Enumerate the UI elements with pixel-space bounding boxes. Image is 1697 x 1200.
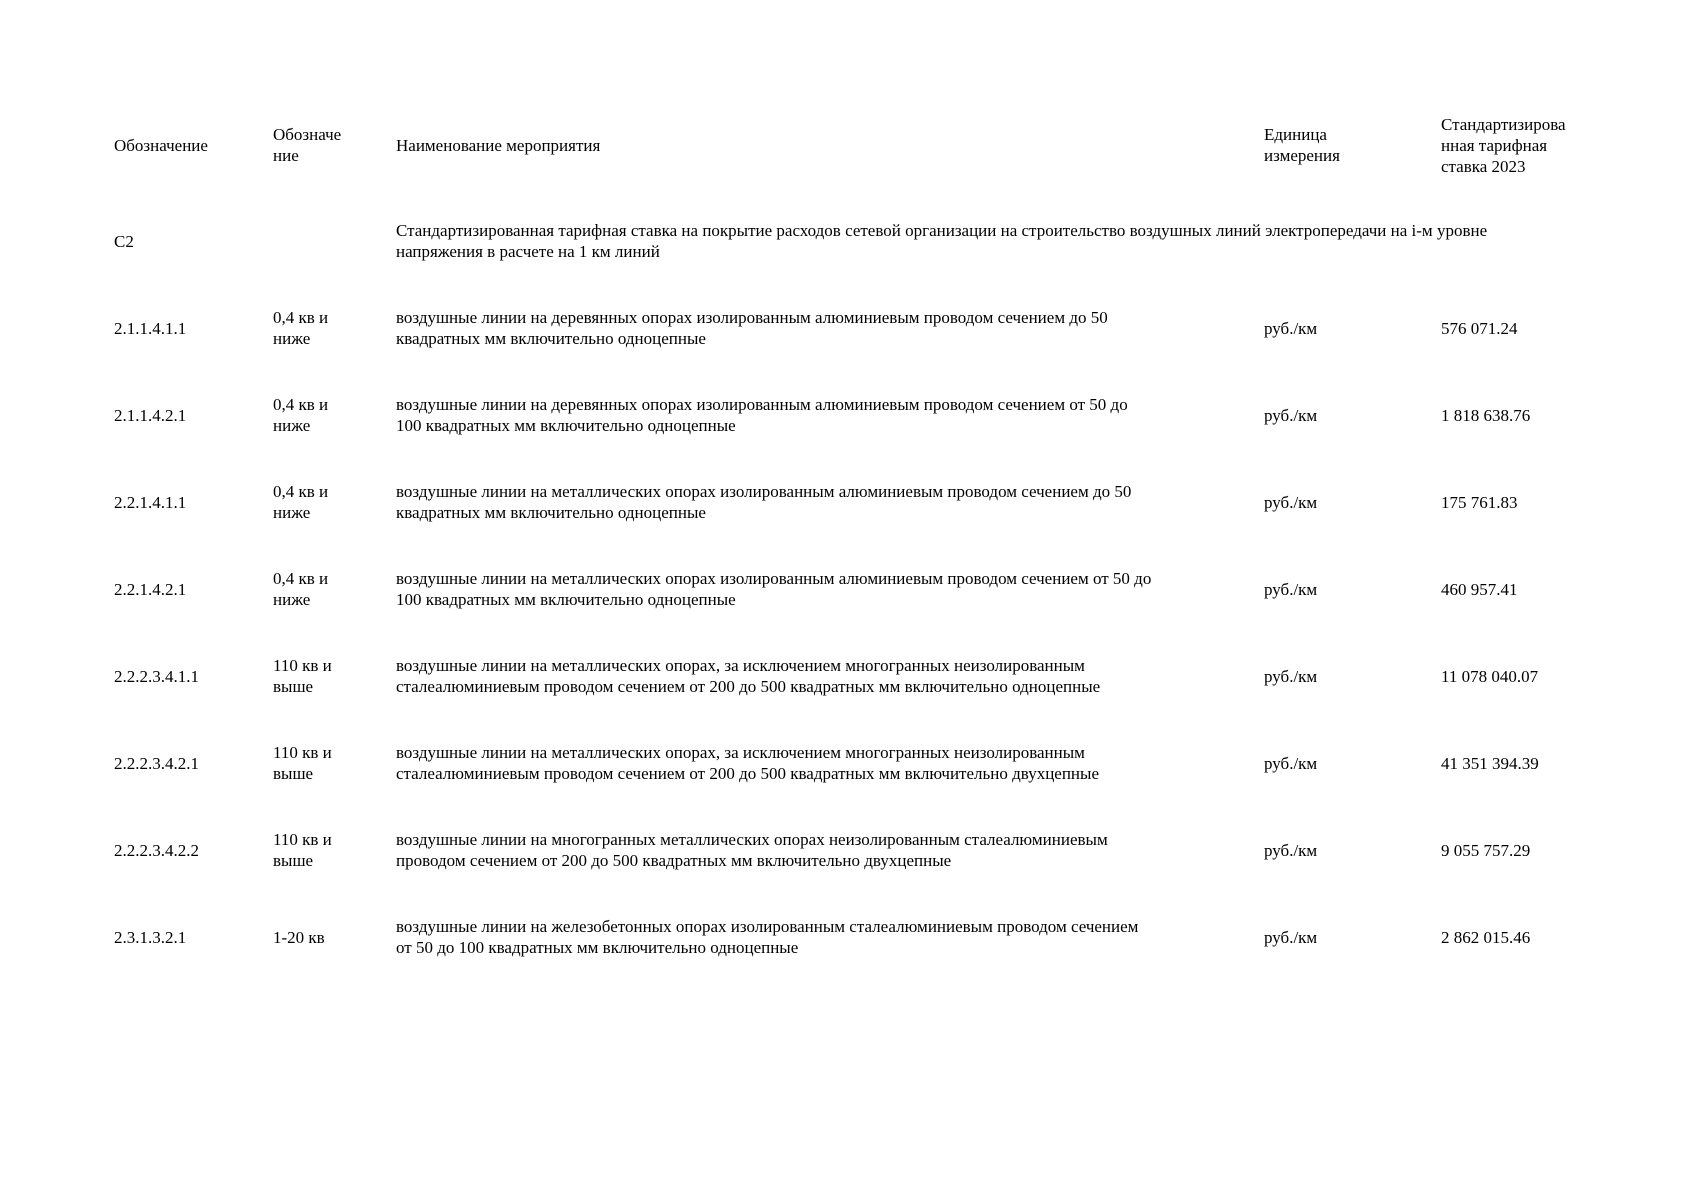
section-row (114, 219, 1584, 263)
header-unit: Единица измерения (1264, 125, 1340, 165)
row-rate: 1 818 638.76 (1441, 405, 1531, 425)
row-unit: руб./км (1264, 318, 1318, 338)
header-rate: Стандартизирова нная тарифная ставка 2023 (1441, 114, 1566, 176)
row-code: 2.1.1.4.1.1 (114, 318, 187, 338)
row-rate: 11 078 040.07 (1441, 666, 1539, 686)
row-voltage: 0,4 кв и ниже (273, 569, 329, 609)
row-voltage: 1-20 кв (273, 927, 325, 947)
row-unit: руб./км (1264, 753, 1318, 773)
table-row (114, 741, 1584, 785)
row-unit: руб./км (1264, 492, 1318, 512)
table-row (114, 306, 1584, 350)
row-voltage: 0,4 кв и ниже (273, 482, 329, 522)
row-unit: руб./км (1264, 927, 1318, 947)
row-rate: 460 957.41 (1441, 579, 1518, 599)
row-code: 2.2.2.3.4.2.2 (114, 840, 199, 860)
row-unit: руб./км (1264, 666, 1318, 686)
table-row (114, 567, 1584, 611)
row-voltage: 110 кв и выше (273, 656, 332, 696)
row-name: воздушные линии на металлических опорах изолированным алюминиевым проводом сечением от 50 до 100 квадратных мм включительно одноцепные (396, 569, 1152, 609)
row-rate: 175 761.83 (1441, 492, 1518, 512)
row-name: воздушные линии на деревянных опорах изолированным алюминиевым проводом сечением до 50 квадратных мм включительно одноцепные (396, 308, 1108, 348)
row-code: 2.1.1.4.2.1 (114, 405, 187, 425)
row-code: 2.2.2.3.4.2.1 (114, 753, 199, 773)
table-row (114, 393, 1584, 437)
row-rate: 576 071.24 (1441, 318, 1518, 338)
table-row (114, 654, 1584, 698)
row-voltage: 0,4 кв и ниже (273, 308, 329, 348)
row-code: 2.2.1.4.1.1 (114, 492, 187, 512)
row-unit: руб./км (1264, 405, 1318, 425)
table-row (114, 828, 1584, 872)
section-title: Стандартизированная тарифная ставка на покрытие расходов сетевой организации на строительство воздушных линий электропередачи на i-м уровне напряжения в расчете на 1 км линий (396, 221, 1488, 261)
row-code: 2.3.1.3.2.1 (114, 927, 187, 947)
section-code: С2 (114, 231, 134, 251)
row-name: воздушные линии на железобетонных опорах изолированным сталеалюминиевым проводом сечением от 50 до 100 квадратных мм включительно одноцепные (396, 917, 1139, 957)
header-event-name: Наименование мероприятия (396, 135, 601, 155)
row-rate: 9 055 757.29 (1441, 840, 1531, 860)
header-designation: Обозначение (114, 135, 208, 155)
row-voltage: 110 кв и выше (273, 830, 332, 870)
table-row (114, 480, 1584, 524)
row-voltage: 110 кв и выше (273, 743, 332, 783)
row-code: 2.2.1.4.2.1 (114, 579, 187, 599)
table-header (114, 112, 1584, 178)
row-voltage: 0,4 кв и ниже (273, 395, 329, 435)
row-name: воздушные линии на многогранных металлических опорах неизолированным сталеалюминиевым проводом сечением от 200 до 500 квадратных мм включительно двухцепные (396, 830, 1108, 870)
row-code: 2.2.2.3.4.1.1 (114, 666, 199, 686)
row-name: воздушные линии на деревянных опорах изолированным алюминиевым проводом сечением от 50 до 100 квадратных мм включительно одноцепные (396, 395, 1128, 435)
row-unit: руб./км (1264, 840, 1318, 860)
row-name: воздушные линии на металлических опорах, за исключением многогранных неизолированным сталеалюминиевым проводом сечением от 200 до 500 квадратных мм включительно двухцепные (396, 743, 1100, 783)
row-name: воздушные линии на металлических опорах, за исключением многогранных неизолированным сталеалюминиевым проводом сечением от 200 до 500 квадратных мм включительно одноцепные (396, 656, 1101, 696)
row-rate: 41 351 394.39 (1441, 753, 1539, 773)
row-rate: 2 862 015.46 (1441, 927, 1531, 947)
table-row (114, 915, 1584, 959)
row-name: воздушные линии на металлических опорах изолированным алюминиевым проводом сечением до 50 квадратных мм включительно одноцепные (396, 482, 1132, 522)
row-unit: руб./км (1264, 579, 1318, 599)
header-designation-voltage: Обозначе ние (273, 125, 342, 165)
